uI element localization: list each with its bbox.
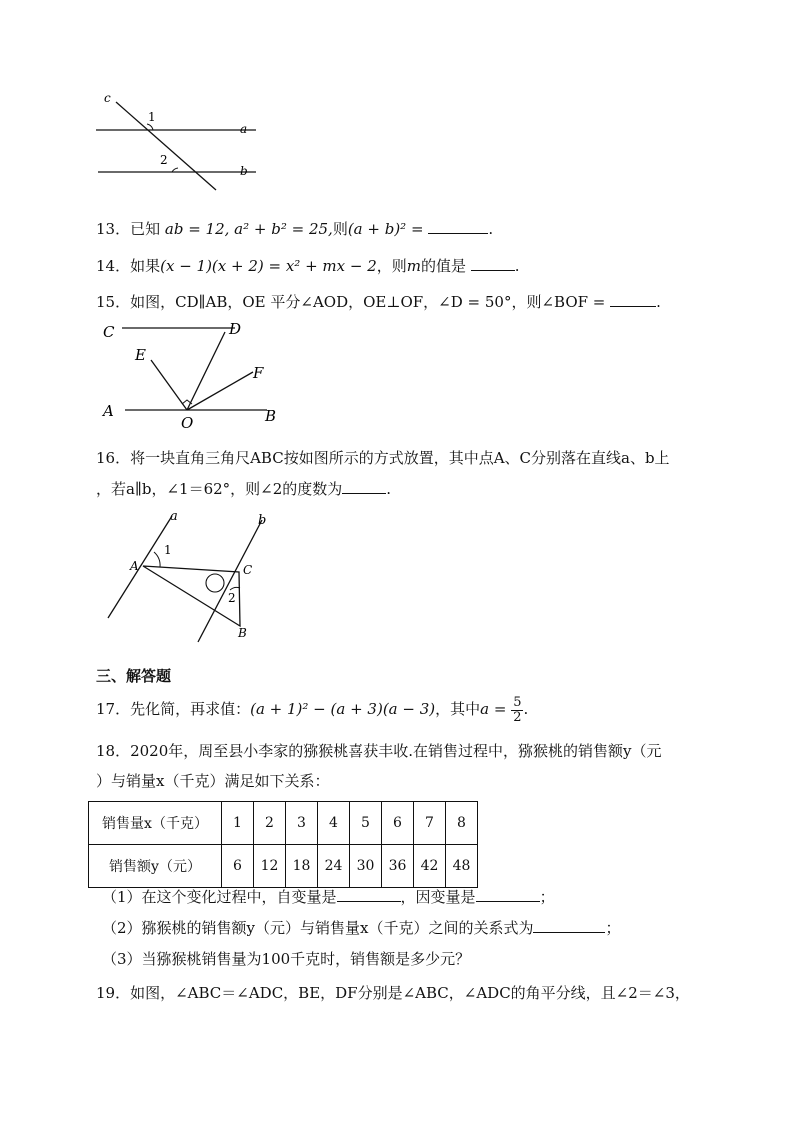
question-14: 14．如果(x − 1)(x + 2) = x² + mx − 2，则m的值是 . <box>96 257 520 275</box>
row-header: 销售量x（千克） <box>89 802 222 845</box>
question-18-sub3: （3）当猕猴桃销售量为100千克时，销售额是多少元？ <box>102 950 471 968</box>
answer-blank[interactable] <box>471 256 515 271</box>
section-heading: 三、解答题 <box>96 667 172 685</box>
svg-text:B: B <box>238 626 247 640</box>
svg-text:1: 1 <box>164 543 172 557</box>
answer-blank[interactable] <box>476 887 540 902</box>
answer-blank[interactable] <box>342 479 386 494</box>
svg-text:D: D <box>229 320 242 338</box>
question-18-sub2: （2）猕猴桃的销售额y（元）与销售量x（千克）之间的关系式为 ； <box>102 919 621 937</box>
svg-text:C: C <box>243 563 253 577</box>
question-15: 15．如图，CD∥AB，OE 平分∠AOD，OE⊥OF，∠D = 50°，则∠BOF = . <box>96 293 661 311</box>
svg-text:O: O <box>181 414 194 432</box>
svg-text:A: A <box>130 559 139 573</box>
sales-table <box>88 801 478 888</box>
label-b: b <box>240 164 248 178</box>
triangle-ruler-figure <box>100 506 290 646</box>
question-13: 13．已知 ab = 12, a² + b² = 25,则(a + b)² = . <box>96 220 494 238</box>
answer-blank[interactable] <box>337 887 401 902</box>
fraction: $\frac{5}{2}$ <box>513 694 522 725</box>
table-row: 销售额y（元） 6 12 18 24 30 36 42 48 <box>89 845 478 888</box>
angle-bisector-figure <box>95 316 295 431</box>
answer-blank[interactable] <box>533 918 605 933</box>
question-18-line1: 18．2020年，周至县小李家的猕猴桃喜获丰收.在销售过程中，猕猴桃的销售额y（元 <box>96 742 662 760</box>
svg-text:F: F <box>253 364 264 382</box>
answer-blank[interactable] <box>428 219 488 234</box>
svg-text:a: a <box>170 509 178 524</box>
question-18-sub1: （1）在这个变化过程中，自变量是 ，因变量是 ； <box>102 888 555 906</box>
question-16-line2: ，若a∥b，∠1＝62°，则∠2的度数为 . <box>96 480 392 498</box>
svg-text:2: 2 <box>228 591 236 605</box>
question-19: 19．如图，∠ABC＝∠ADC，BE，DF分别是∠ABC，∠ADC的角平分线，且∠2＝∠3， <box>96 984 690 1002</box>
label-angle-2: 2 <box>160 153 168 167</box>
svg-text:B: B <box>265 407 277 425</box>
label-angle-1: 1 <box>148 110 156 124</box>
label-c: c <box>104 91 111 105</box>
question-16-line1: 16．将一块直角三角尺ABC按如图所示的方式放置，其中点A、C分别落在直线a、b上 <box>96 449 670 467</box>
svg-text:E: E <box>135 346 146 364</box>
parallel-lines-figure <box>90 90 270 190</box>
svg-text:A: A <box>103 402 114 420</box>
label-a: a <box>240 122 248 136</box>
row-header: 销售额y（元） <box>89 845 222 888</box>
svg-text:b: b <box>258 513 267 528</box>
svg-text:C: C <box>103 323 115 341</box>
answer-blank[interactable] <box>610 292 656 307</box>
question-18-line2: ）与销量x（千克）满足如下关系： <box>96 772 330 790</box>
question-17: 17．先化简，再求值：(a + 1)² − (a + 3)(a − 3)，其中a = $\frac{5}{2}$ . <box>96 694 529 725</box>
table-row: 销售量x（千克） 1 2 3 4 5 6 7 8 <box>89 802 478 845</box>
